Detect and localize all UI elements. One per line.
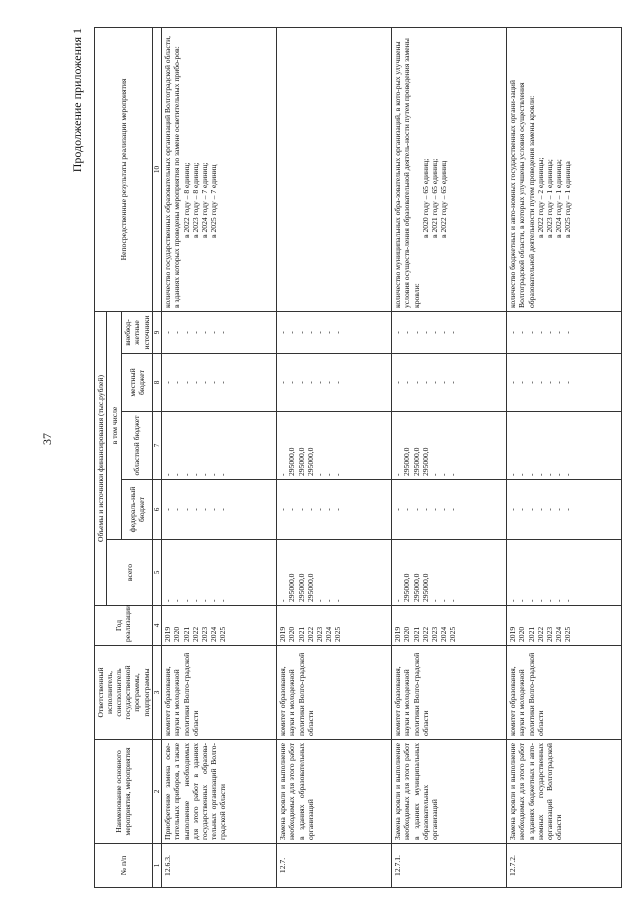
result-line: в 2022 году – 2 единицы; bbox=[535, 157, 545, 238]
row-regional-value: - bbox=[314, 473, 324, 476]
row-extrabudget-value: - bbox=[163, 331, 173, 334]
row-regional-value: - bbox=[181, 473, 191, 476]
row-results bbox=[507, 27, 622, 311]
row-extrabudget-value: - bbox=[332, 331, 342, 334]
result-line: в 2024 году – 1 единица; bbox=[553, 159, 563, 238]
row-extrabudget-value: - bbox=[305, 331, 315, 334]
row-regional-value: - bbox=[208, 473, 218, 476]
row-federal-value: - bbox=[544, 508, 554, 511]
row-total-value: 295000,0 bbox=[287, 573, 297, 602]
row-regional bbox=[162, 412, 277, 480]
row-extrabudget-value: - bbox=[411, 331, 421, 334]
row-federal-value: - bbox=[323, 508, 333, 511]
row-federal-value: - bbox=[508, 508, 518, 511]
column-number: 5 bbox=[152, 540, 162, 606]
row-total-value: - bbox=[508, 599, 518, 602]
row-years-value: 2019 bbox=[278, 626, 288, 642]
row-federal-value: - bbox=[553, 508, 563, 511]
row-total bbox=[507, 540, 622, 606]
result-line: в 2022 году – 65 единиц bbox=[438, 160, 448, 238]
row-years-value: 2021 bbox=[411, 626, 421, 642]
result-line: в 2024 году – 7 единиц; bbox=[199, 162, 209, 238]
continuation-title: Продолжение приложения 1 bbox=[70, 28, 84, 173]
row-local-value: - bbox=[190, 381, 200, 384]
row-executor: комитет образования, науки и молодежной политики Волго-градской области bbox=[162, 646, 277, 740]
row-total-value: - bbox=[544, 599, 554, 602]
row-local-value: - bbox=[163, 381, 173, 384]
row-regional-value: 295000,0 bbox=[411, 447, 421, 476]
row-local-value: - bbox=[420, 381, 430, 384]
row-local-value: - bbox=[517, 381, 527, 384]
row-name: Замена кровли и выполнение необходимых для этого работ в зданиях муниципальных образовательных организаций bbox=[392, 740, 507, 844]
row-regional-value: - bbox=[438, 473, 448, 476]
row-local-value: - bbox=[393, 381, 403, 384]
row-total bbox=[277, 540, 392, 606]
row-name: Приобретение замена осве-тительных приборов, а также выполнение необходимых для этого работ в зданиях государственных образова-тельных организаций Волго-градской области bbox=[162, 740, 277, 844]
row-regional-value: - bbox=[553, 473, 563, 476]
row-extrabudget bbox=[277, 311, 392, 353]
row-years-value: 2024 bbox=[553, 626, 563, 642]
row-federal-value: - bbox=[402, 508, 412, 511]
result-lines bbox=[536, 31, 572, 308]
row-extrabudget-value: - bbox=[278, 331, 288, 334]
row-extrabudget-value: - bbox=[172, 331, 182, 334]
header-results: Непосредственные результаты реализации мероприятия bbox=[95, 27, 153, 311]
row-number: 12.7.1. bbox=[392, 844, 507, 888]
row-local bbox=[162, 354, 277, 412]
row-total-value: - bbox=[163, 599, 173, 602]
row-years bbox=[507, 606, 622, 646]
header-including: в том числе bbox=[107, 311, 122, 539]
result-text: количество бюджетных и авто-номных государственных органи-заций Волгоградской области, в которых улучшены условия осуществления образовательной деятельности путем проведения замены кровли: bbox=[508, 80, 536, 308]
row-federal bbox=[392, 480, 507, 540]
row-years-value: 2019 bbox=[508, 626, 518, 642]
row-federal-value: - bbox=[208, 508, 218, 511]
row-executor: комитет образования, науки и молодежной политики Волго-градской области bbox=[507, 646, 622, 740]
row-regional-value: - bbox=[393, 473, 403, 476]
row-total-value: - bbox=[172, 599, 182, 602]
row-federal-value: - bbox=[411, 508, 421, 511]
row-years-value: 2019 bbox=[163, 626, 173, 642]
row-years-value: 2020 bbox=[402, 626, 412, 642]
row-total-value: 295000,0 bbox=[411, 573, 421, 602]
result-line: в 2025 году – 7 единиц bbox=[208, 164, 218, 238]
row-local-value: - bbox=[544, 381, 554, 384]
row-total-value: - bbox=[190, 599, 200, 602]
row-local bbox=[507, 354, 622, 412]
row-total bbox=[162, 540, 277, 606]
row-federal-value: - bbox=[278, 508, 288, 511]
row-local-value: - bbox=[181, 381, 191, 384]
row-regional-value: 295000,0 bbox=[305, 447, 315, 476]
row-total-value: - bbox=[323, 599, 333, 602]
row-regional-value: 295000,0 bbox=[420, 447, 430, 476]
row-years-value: 2022 bbox=[420, 626, 430, 642]
row-federal-value: - bbox=[526, 508, 536, 511]
row-years-value: 2020 bbox=[287, 626, 297, 642]
row-name: Замена кровли и выполнение необходимых для этого работ в зданиях образовательных организаций bbox=[277, 740, 392, 844]
row-regional-value: - bbox=[332, 473, 342, 476]
row-federal-value: - bbox=[517, 508, 527, 511]
row-federal-value: - bbox=[163, 508, 173, 511]
row-local-value: - bbox=[217, 381, 227, 384]
row-regional-value: - bbox=[429, 473, 439, 476]
row-number: 12.7.2. bbox=[507, 844, 622, 888]
row-regional-value: 295000,0 bbox=[287, 447, 297, 476]
row-federal-value: - bbox=[562, 508, 572, 511]
row-extrabudget bbox=[507, 311, 622, 353]
column-number: 7 bbox=[152, 412, 162, 480]
result-line: в 2021 году – 65 единиц; bbox=[429, 158, 439, 238]
row-years-value: 2024 bbox=[438, 626, 448, 642]
result-text: количество муниципальных обра-зовательных организаций, в кото-рых улучшены условия осуществ-ления образовательной деятель-ности путем проведения замены кровли: bbox=[393, 38, 421, 308]
row-federal-value: - bbox=[190, 508, 200, 511]
row-local-value: - bbox=[411, 381, 421, 384]
row-total-value: - bbox=[517, 599, 527, 602]
header-total: всего bbox=[107, 540, 153, 606]
row-regional-value: - bbox=[190, 473, 200, 476]
row-regional-value: - bbox=[562, 473, 572, 476]
column-number: 6 bbox=[152, 480, 162, 540]
table-row bbox=[507, 27, 622, 887]
row-total-value: - bbox=[535, 599, 545, 602]
row-years-value: 2022 bbox=[305, 626, 315, 642]
row-extrabudget-value: - bbox=[508, 331, 518, 334]
row-executor: комитет образования, науки и молодежной политики Волго-градской области bbox=[277, 646, 392, 740]
program-table bbox=[94, 27, 622, 888]
row-regional-value: - bbox=[278, 473, 288, 476]
row-total-value: - bbox=[181, 599, 191, 602]
row-extrabudget-value: - bbox=[535, 331, 545, 334]
row-total-value: - bbox=[314, 599, 324, 602]
row-regional-value: - bbox=[172, 473, 182, 476]
row-extrabudget-value: - bbox=[429, 331, 439, 334]
row-extrabudget-value: - bbox=[544, 331, 554, 334]
row-years-value: 2021 bbox=[181, 626, 191, 642]
row-years-value: 2023 bbox=[314, 626, 324, 642]
row-regional bbox=[507, 412, 622, 480]
header-name: Наименование основного мероприятия, мероприятия bbox=[95, 740, 153, 844]
row-regional-value: - bbox=[526, 473, 536, 476]
row-years-value: 2024 bbox=[323, 626, 333, 642]
row-federal-value: - bbox=[429, 508, 439, 511]
row-executor: комитет образования, науки и молодежной политики Волго-градской области bbox=[392, 646, 507, 740]
row-years-value: 2023 bbox=[429, 626, 439, 642]
row-local-value: - bbox=[553, 381, 563, 384]
row-federal-value: - bbox=[199, 508, 209, 511]
row-total-value: - bbox=[199, 599, 209, 602]
row-total-value: 295000,0 bbox=[296, 573, 306, 602]
row-extrabudget-value: - bbox=[296, 331, 306, 334]
row-federal bbox=[277, 480, 392, 540]
row-federal-value: - bbox=[217, 508, 227, 511]
row-federal-value: - bbox=[305, 508, 315, 511]
row-regional-value: - bbox=[517, 473, 527, 476]
row-extrabudget-value: - bbox=[190, 331, 200, 334]
row-total-value: - bbox=[526, 599, 536, 602]
row-years-value: 2024 bbox=[208, 626, 218, 642]
row-years bbox=[162, 606, 277, 646]
column-number: 3 bbox=[152, 646, 162, 740]
row-local-value: - bbox=[402, 381, 412, 384]
result-lines bbox=[421, 31, 448, 308]
result-lines bbox=[182, 31, 218, 308]
row-extrabudget-value: - bbox=[287, 331, 297, 334]
row-extrabudget-value: - bbox=[402, 331, 412, 334]
row-extrabudget-value: - bbox=[447, 331, 457, 334]
row-name: Замена кровли и выполнение необходимых для этого работ в зданиях бюджетных и авто-номных государственных организаций Волгоградской области bbox=[507, 740, 622, 844]
row-years-value: 2023 bbox=[544, 626, 554, 642]
row-federal-value: - bbox=[296, 508, 306, 511]
row-results bbox=[162, 27, 277, 311]
row-local-value: - bbox=[296, 381, 306, 384]
row-federal-value: - bbox=[535, 508, 545, 511]
row-total-value: - bbox=[393, 599, 403, 602]
row-local-value: - bbox=[562, 381, 572, 384]
row-local bbox=[277, 354, 392, 412]
result-line: в 2020 году – 65 единиц; bbox=[420, 158, 430, 238]
row-regional-value: - bbox=[163, 473, 173, 476]
row-local-value: - bbox=[447, 381, 457, 384]
rotated-page-content bbox=[64, 28, 572, 888]
row-years-value: 2019 bbox=[393, 626, 403, 642]
row-local-value: - bbox=[323, 381, 333, 384]
header-year: Год реализации bbox=[95, 606, 153, 646]
row-extrabudget-value: - bbox=[199, 331, 209, 334]
row-years-value: 2020 bbox=[172, 626, 182, 642]
row-federal-value: - bbox=[420, 508, 430, 511]
row-extrabudget-value: - bbox=[181, 331, 191, 334]
row-regional bbox=[392, 412, 507, 480]
row-results bbox=[392, 27, 507, 311]
row-local-value: - bbox=[287, 381, 297, 384]
row-years-value: 2025 bbox=[217, 626, 227, 642]
row-total-value: 295000,0 bbox=[420, 573, 430, 602]
row-local-value: - bbox=[172, 381, 182, 384]
table-row bbox=[392, 27, 507, 887]
result-line: в 2025 году – 1 единица bbox=[562, 161, 572, 238]
row-extrabudget-value: - bbox=[420, 331, 430, 334]
row-regional-value: - bbox=[535, 473, 545, 476]
row-extrabudget-value: - bbox=[393, 331, 403, 334]
row-regional-value: - bbox=[508, 473, 518, 476]
page-number: 37 bbox=[40, 433, 54, 445]
row-local bbox=[392, 354, 507, 412]
row-total-value: - bbox=[332, 599, 342, 602]
column-number: 9 bbox=[152, 311, 162, 353]
row-number: 12.6.3. bbox=[162, 844, 277, 888]
row-total-value: - bbox=[217, 599, 227, 602]
row-total-value: 295000,0 bbox=[305, 573, 315, 602]
row-local-value: - bbox=[208, 381, 218, 384]
row-total-value: - bbox=[553, 599, 563, 602]
row-extrabudget bbox=[162, 311, 277, 353]
row-years-value: 2025 bbox=[447, 626, 457, 642]
row-total-value: - bbox=[562, 599, 572, 602]
row-years-value: 2022 bbox=[190, 626, 200, 642]
row-federal-value: - bbox=[287, 508, 297, 511]
column-number: 4 bbox=[152, 606, 162, 646]
row-total-value: - bbox=[429, 599, 439, 602]
row-federal-value: - bbox=[447, 508, 457, 511]
row-extrabudget-value: - bbox=[217, 331, 227, 334]
column-number: 2 bbox=[152, 740, 162, 844]
row-federal-value: - bbox=[332, 508, 342, 511]
row-regional-value: - bbox=[544, 473, 554, 476]
row-local-value: - bbox=[508, 381, 518, 384]
row-regional-value: 295000,0 bbox=[296, 447, 306, 476]
row-years-value: 2023 bbox=[199, 626, 209, 642]
row-local-value: - bbox=[429, 381, 439, 384]
row-local-value: - bbox=[278, 381, 288, 384]
row-federal bbox=[162, 480, 277, 540]
row-total-value: - bbox=[208, 599, 218, 602]
row-federal-value: - bbox=[314, 508, 324, 511]
table-body bbox=[162, 27, 622, 887]
result-line: в 2022 году – 8 единиц; bbox=[181, 162, 191, 238]
row-local-value: - bbox=[314, 381, 324, 384]
row-extrabudget-value: - bbox=[323, 331, 333, 334]
header-num: № п/п bbox=[95, 844, 153, 888]
row-federal-value: - bbox=[438, 508, 448, 511]
header-regional: областной бюджет bbox=[122, 412, 152, 480]
row-results bbox=[277, 27, 392, 311]
row-extrabudget-value: - bbox=[438, 331, 448, 334]
row-regional-value: 295000,0 bbox=[402, 447, 412, 476]
row-total-value: - bbox=[447, 599, 457, 602]
row-years-value: 2025 bbox=[332, 626, 342, 642]
row-extrabudget-value: - bbox=[314, 331, 324, 334]
header-federal: федераль-ный бюджет bbox=[122, 480, 152, 540]
row-regional-value: - bbox=[323, 473, 333, 476]
result-line: в 2023 году – 8 единиц; bbox=[190, 162, 200, 238]
row-years-value: 2025 bbox=[562, 626, 572, 642]
row-extrabudget bbox=[392, 311, 507, 353]
row-local-value: - bbox=[305, 381, 315, 384]
column-number: 8 bbox=[152, 354, 162, 412]
row-regional-value: - bbox=[217, 473, 227, 476]
row-local-value: - bbox=[526, 381, 536, 384]
column-number: 10 bbox=[152, 27, 162, 311]
result-text: количество государственных образовательных организаций Волгоградской области, в зданиях которых проведены мероприятия по замене осветительных прибо-ров: bbox=[163, 35, 182, 308]
row-number: 12.7. bbox=[277, 844, 392, 888]
row-extrabudget-value: - bbox=[526, 331, 536, 334]
row-local-value: - bbox=[332, 381, 342, 384]
row-regional-value: - bbox=[447, 473, 457, 476]
row-federal bbox=[507, 480, 622, 540]
row-federal-value: - bbox=[181, 508, 191, 511]
row-local-value: - bbox=[535, 381, 545, 384]
row-regional-value: - bbox=[199, 473, 209, 476]
row-extrabudget-value: - bbox=[517, 331, 527, 334]
row-extrabudget-value: - bbox=[562, 331, 572, 334]
row-regional bbox=[277, 412, 392, 480]
row-federal-value: - bbox=[393, 508, 403, 511]
table-row bbox=[277, 27, 392, 887]
row-local-value: - bbox=[438, 381, 448, 384]
row-years-value: 2021 bbox=[296, 626, 306, 642]
header-funding: Объемы и источники финансирования (тыс.рублей) bbox=[95, 311, 107, 605]
row-extrabudget-value: - bbox=[553, 331, 563, 334]
row-local-value: - bbox=[199, 381, 209, 384]
row-total-value: - bbox=[438, 599, 448, 602]
table-row bbox=[162, 27, 277, 887]
row-years-value: 2020 bbox=[517, 626, 527, 642]
row-years-value: 2022 bbox=[535, 626, 545, 642]
row-total-value: - bbox=[278, 599, 288, 602]
row-extrabudget-value: - bbox=[208, 331, 218, 334]
result-line: в 2023 году – 1 единица; bbox=[544, 159, 554, 238]
header-local: местный бюджет bbox=[122, 354, 152, 412]
row-years bbox=[392, 606, 507, 646]
header-executor: Ответственный исполнитель, соисполнитель государственной программы, подпрограммы bbox=[95, 646, 153, 740]
row-federal-value: - bbox=[172, 508, 182, 511]
column-number: 1 bbox=[152, 844, 162, 888]
row-years-value: 2021 bbox=[526, 626, 536, 642]
row-total bbox=[392, 540, 507, 606]
row-years bbox=[277, 606, 392, 646]
header-extrabudget: внебюд-жетные источники bbox=[122, 311, 152, 353]
row-total-value: 295000,0 bbox=[402, 573, 412, 602]
